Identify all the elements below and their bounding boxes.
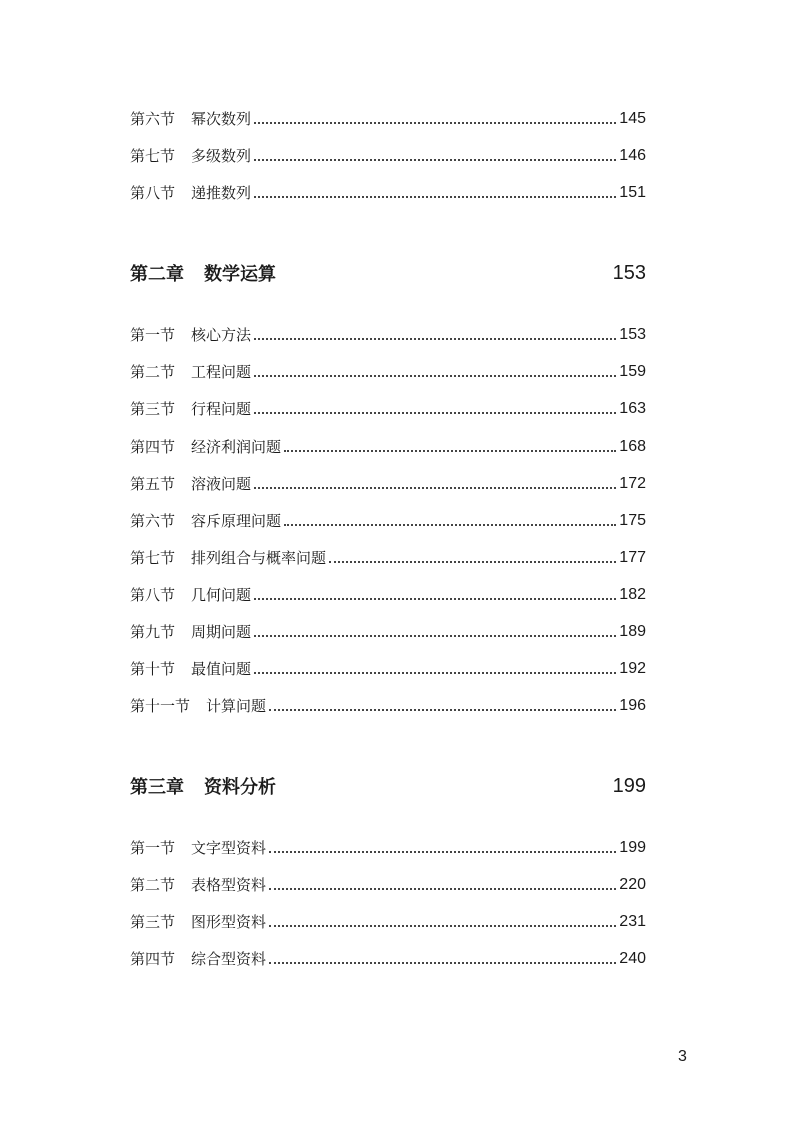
section-number: 第一节 <box>130 326 176 344</box>
toc-entry[interactable] <box>130 621 646 643</box>
page-number: 175 <box>619 512 646 529</box>
section-title: 表格型资料 <box>191 876 267 894</box>
section-number: 第九节 <box>130 623 176 641</box>
page-number: 192 <box>619 660 646 677</box>
dot-leader <box>254 598 616 600</box>
toc-entry[interactable] <box>130 547 646 569</box>
section-title: 排列组合与概率问题 <box>191 549 327 567</box>
page-number: 172 <box>619 475 646 492</box>
section-title: 经济利润问题 <box>191 438 282 456</box>
page-number: 189 <box>619 623 646 640</box>
dot-leader <box>284 450 616 452</box>
toc-entry[interactable] <box>130 874 646 896</box>
section-number: 第二节 <box>130 363 176 381</box>
chapter-page-number: 199 <box>612 774 646 797</box>
chapter-title: 数学运算 <box>204 264 276 285</box>
section-title: 文字型资料 <box>191 839 267 857</box>
section-title: 容斥原理问题 <box>191 512 282 530</box>
toc-entry[interactable] <box>130 510 646 532</box>
page-number: 182 <box>619 586 646 603</box>
dot-leader <box>254 159 616 161</box>
page-number: 168 <box>619 438 646 455</box>
section-number: 第六节 <box>130 110 176 128</box>
page-number: 163 <box>619 400 646 417</box>
section-title: 递推数列 <box>191 184 252 202</box>
section-title: 幂次数列 <box>191 110 252 128</box>
chapter-page-number: 153 <box>612 261 646 284</box>
toc-entry[interactable] <box>130 398 646 420</box>
toc-entry[interactable] <box>130 182 646 204</box>
dot-leader <box>254 375 616 377</box>
section-title: 几何问题 <box>191 586 252 604</box>
dot-leader <box>254 196 616 198</box>
page-number: 146 <box>619 147 646 164</box>
section-number: 第八节 <box>130 184 176 202</box>
section-number: 第七节 <box>130 549 176 567</box>
page-number: 151 <box>619 184 646 201</box>
section-number: 第七节 <box>130 147 176 165</box>
section-title: 综合型资料 <box>191 950 267 968</box>
dot-leader <box>269 851 616 853</box>
section-title: 周期问题 <box>191 623 252 641</box>
section-number: 第三节 <box>130 400 176 418</box>
page-number: 196 <box>619 697 646 714</box>
section-number: 第四节 <box>130 438 176 456</box>
section-title: 图形型资料 <box>191 913 267 931</box>
page-folio: 3 <box>678 1048 687 1065</box>
section-number: 第四节 <box>130 950 176 968</box>
page-number: 231 <box>619 913 646 930</box>
section-number: 第一节 <box>130 839 176 857</box>
dot-leader <box>284 524 616 526</box>
dot-leader <box>269 888 616 890</box>
page-number: 199 <box>619 839 646 856</box>
toc-entry[interactable] <box>130 108 646 130</box>
section-number: 第十一节 <box>130 697 191 715</box>
page-number: 220 <box>619 876 646 893</box>
dot-leader <box>269 709 616 711</box>
section-number: 第二节 <box>130 876 176 894</box>
dot-leader <box>254 338 616 340</box>
page-number: 145 <box>619 110 646 127</box>
dot-leader <box>254 122 616 124</box>
toc-entry[interactable] <box>130 145 646 167</box>
section-title: 溶液问题 <box>191 475 252 493</box>
dot-leader <box>254 487 616 489</box>
section-title: 多级数列 <box>191 147 252 165</box>
toc-entry[interactable] <box>130 948 646 970</box>
dot-leader <box>254 672 616 674</box>
toc-entry[interactable] <box>130 436 646 458</box>
section-number: 第八节 <box>130 586 176 604</box>
section-title: 计算问题 <box>206 697 267 715</box>
chapter-title: 资料分析 <box>204 777 276 798</box>
dot-leader <box>269 962 616 964</box>
section-title: 核心方法 <box>191 326 252 344</box>
toc-entry[interactable] <box>130 324 646 346</box>
chapter-label: 第三章 <box>130 777 184 798</box>
dot-leader <box>269 925 616 927</box>
toc-entry[interactable] <box>130 361 646 383</box>
dot-leader <box>254 635 616 637</box>
toc-entry[interactable] <box>130 837 646 859</box>
chapter-heading[interactable] <box>130 772 646 800</box>
section-number: 第六节 <box>130 512 176 530</box>
dot-leader <box>329 561 616 563</box>
page-number: 159 <box>619 363 646 380</box>
section-title: 工程问题 <box>191 363 252 381</box>
toc-entry[interactable] <box>130 658 646 680</box>
section-number: 第三节 <box>130 913 176 931</box>
section-number: 第十节 <box>130 660 176 678</box>
section-title: 最值问题 <box>191 660 252 678</box>
page-number: 177 <box>619 549 646 566</box>
toc-entry[interactable] <box>130 584 646 606</box>
section-number: 第五节 <box>130 475 176 493</box>
chapter-heading[interactable] <box>130 259 646 287</box>
toc-entry[interactable] <box>130 473 646 495</box>
page-number: 153 <box>619 326 646 343</box>
chapter-label: 第二章 <box>130 264 184 285</box>
toc-entry[interactable] <box>130 695 646 717</box>
section-title: 行程问题 <box>191 400 252 418</box>
dot-leader <box>254 412 616 414</box>
page-number: 240 <box>619 950 646 967</box>
toc-entry[interactable] <box>130 911 646 933</box>
